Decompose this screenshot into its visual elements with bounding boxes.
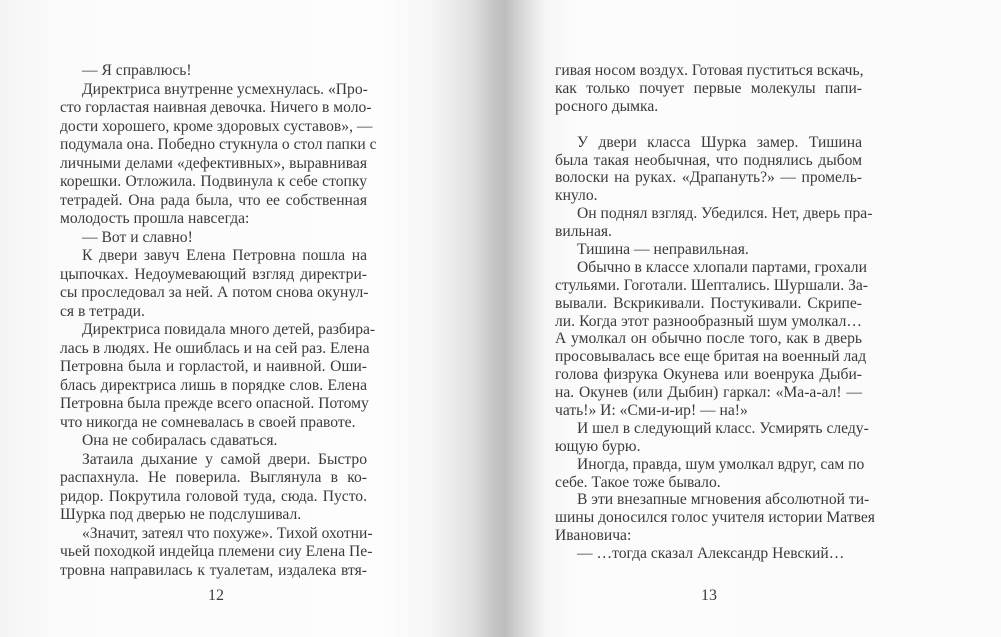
right-page-text [555, 62, 875, 563]
text-line: Петровна была прежде всего опасной. Потому [60, 395, 369, 412]
text-line: подумала она. Победно стукнула о стол папки с [60, 136, 377, 153]
text-line: на. Окунев (или Дыбин) гаркал: «Ма-а-ал! — [555, 384, 862, 402]
text-line: сто горластая наивная девочка. Ничего в моло- [60, 99, 372, 116]
text-line: росного дымка. [555, 97, 659, 115]
text-line: Затаила дыхание у самой двери. Быстро [82, 450, 367, 468]
text-line: Она не собиралась сдаваться. [82, 432, 278, 449]
section-break [555, 116, 862, 134]
text-line: Он поднял взгляд. Убедился. Нет, дверь пра- [577, 205, 873, 223]
text-line: ли. Когда этот разнообразный шум умолкал… [555, 312, 862, 330]
text-line: Тишина — неправильная. [577, 241, 749, 259]
text-line: тетрадей. Она рада была, что ее собственная [60, 191, 367, 209]
text-line: ридор. Покрутила головой туда, сюда. Пусто. [60, 487, 367, 505]
text-line: блась директриса лишь в порядке слов. Елена [60, 376, 367, 394]
text-line: стульями. Гоготали. Шептались. Шуршали. За- [555, 276, 869, 294]
text-line: Обычно в классе хлопали партами, грохали [577, 258, 867, 276]
text-line: просовывалась все еще бритая на военный лад [555, 348, 867, 366]
text-line: У двери класса Шурка замер. Тишина [577, 133, 862, 151]
left-page-text [60, 62, 377, 580]
text-line: молодость прошла навсегда: [60, 210, 250, 227]
right-page [530, 0, 1001, 637]
text-line: К двери завуч Елена Петровна пошла на [82, 247, 367, 264]
text-line: личными делами «дефективных», выравнивая [60, 154, 367, 172]
text-line: сы проследовал за ней. А потом снова окунул- [60, 284, 369, 301]
text-line: — Вот и славно! [82, 228, 193, 246]
text-line: — …тогда сказал Александр Невский… [577, 545, 845, 563]
text-line: ся в тетради. [60, 302, 145, 320]
text-line: ющую бурю. [555, 437, 641, 455]
text-line: вильная. [555, 223, 612, 241]
text-line: дости хорошего, кроме здоровых суставов», — [60, 117, 373, 135]
text-line: В эти внезапные мгновения абсолютной ти- [577, 491, 870, 509]
text-line: волоски на руках. «Драпануть?» — промель- [555, 169, 862, 187]
left-page [0, 0, 470, 637]
text-line: чать!» И: «Сми-и-ир! — на!» [555, 402, 748, 420]
text-line: цыпочках. Недоумевающий взгляд директри- [60, 265, 367, 283]
text-line: чьей походкой индейца племени сиу Елена Пе- [60, 543, 373, 560]
text-line: И шел в следующий класс. Усмирять следу- [577, 419, 869, 437]
text-line: Ивановича: [555, 527, 632, 545]
page-number-left: 12 [208, 587, 224, 604]
text-line: гивая носом воздух. Готовая пуститься вскачь, [555, 62, 864, 79]
text-line: тровна направилась к туалетам, издалека втя- [60, 561, 367, 579]
text-line: была такая необычная, что поднялись дыбом [555, 151, 862, 169]
text-line: Петровна была и горластой, и наивной. Оши- [60, 358, 367, 375]
text-line: голова физрука Окунева или военрука Дыби- [555, 366, 862, 384]
text-line: вывали. Вскрикивали. Постукивали. Скрипе- [555, 294, 862, 312]
text-line: Шурка под дверью не подслушивал. [60, 506, 302, 523]
text-line: лась в людях. Не ошиблась и на сей раз. Елена [60, 339, 370, 357]
text-line: корешки. Отложила. Подвинула к себе стопку [60, 173, 367, 190]
text-line: Директриса повидала много детей, разбира- [82, 321, 376, 338]
text-line: Директриса внутренне усмехнулась. «Про- [82, 80, 368, 98]
text-line: что никогда не сомневалась в своей правоте. [60, 413, 356, 431]
page-number-right: 13 [701, 587, 717, 604]
text-line: «Значит, затеял что похуже». Тихой охотни- [82, 524, 373, 542]
text-line: кнуло. [555, 187, 598, 205]
text-line: — Я справлюсь! [82, 62, 192, 79]
text-line: Иногда, правда, шум умолкал вдруг, сам по [577, 455, 865, 473]
text-line: шины доносился голос учителя истории Матвея [555, 509, 875, 527]
text-line: себе. Такое тоже бывало. [555, 473, 721, 491]
text-line: распахнула. Не поверила. Выглянула в ко- [60, 469, 367, 486]
text-line: А умолкал он обычно после того, как в дверь [555, 330, 862, 348]
text-line: как только почует первые молекулы папи- [555, 79, 862, 97]
